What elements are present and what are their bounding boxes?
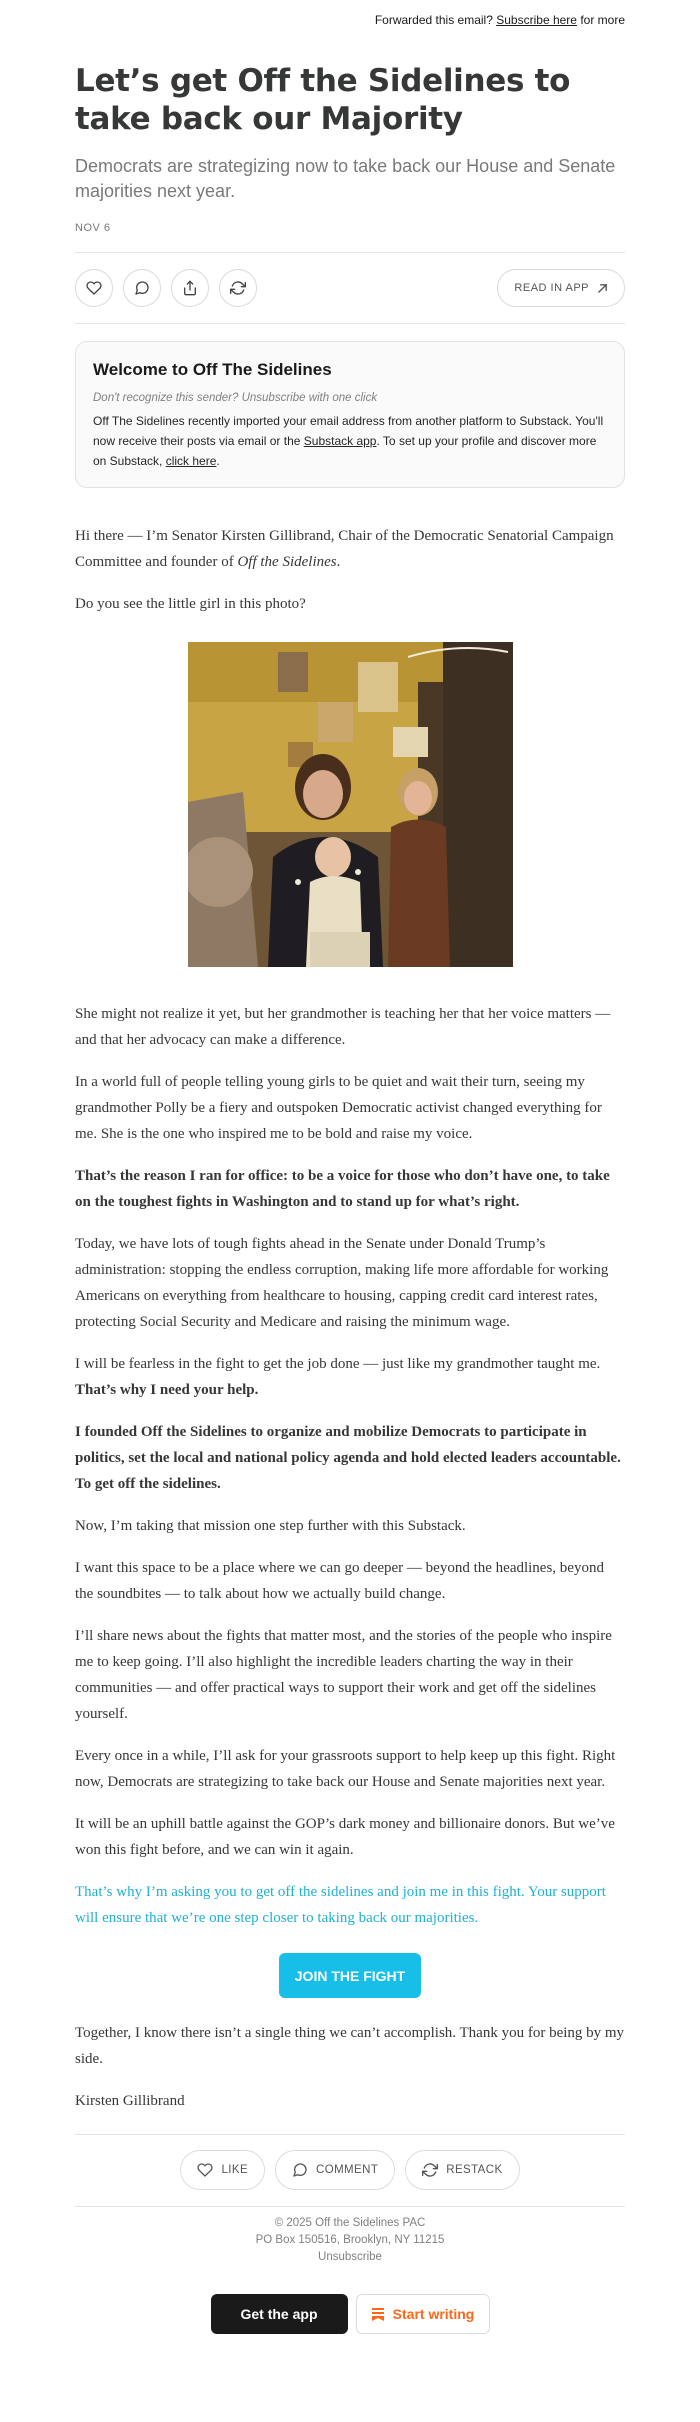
paragraph-4: Today, we have lots of tough fights ahead in the Senate under Donald Trump’s administration: stopping the endless corruption, making life more affordable for working Americans on everything from healthcare to housing, capping credit card interest rates, protecting Social Security and Medicare and raising the minimum wage. [75,1236,609,1330]
unsubscribe-link[interactable]: Unsubscribe [318,2251,382,2263]
post-date: NOV 6 [75,222,111,234]
paragraph-3 [75,1163,625,1215]
paragraph-5-plain: I will be fearless in the fight to get the job done — just like my grandmother taught me. [75,1356,601,1372]
share-icon [182,280,198,296]
photo-container [75,642,625,967]
heart-icon [86,280,102,296]
start-writing-button[interactable] [356,2294,490,2334]
welcome-card [75,341,625,488]
paragraph-7: Now, I’m taking that mission one step further with this Substack. [75,1518,466,1534]
action-bar [75,252,625,324]
post-title[interactable]: Let’s get Off the Sidelines to take back our Majority [75,63,571,137]
footer-comment-button[interactable] [275,2150,395,2190]
welcome-heading: Welcome to Off The Sidelines [93,360,332,379]
paragraph-6 [75,1419,625,1497]
forwarded-banner [75,0,625,40]
paragraph-12 [75,1879,625,1931]
footer-restack-label: RESTACK [446,2164,503,2176]
click-here-link[interactable]: click here [165,454,217,468]
footer-like-label: LIKE [221,2164,249,2176]
bottom-buttons [75,2294,625,2356]
footer-actions [75,2134,625,2207]
intro-text-2: . [336,554,341,570]
like-button[interactable] [75,269,113,307]
unsubscribe-notice[interactable]: Don't recognize this sender? Unsubscribe with one click [93,392,378,404]
signature: Kirsten Gillibrand [75,2093,185,2109]
welcome-body-text-3: . [216,454,220,468]
comment-icon [292,2162,308,2178]
substack-logo-icon [371,2307,385,2321]
welcome-body [93,411,607,471]
start-writing-label: Start writing [392,2306,475,2322]
cta-row [75,1953,625,1998]
paragraph-1: She might not realize it yet, but her grandmother is teaching her that her voice matters — and that her advocacy can make a difference. [75,1006,611,1048]
paragraph-13: Together, I know there isn’t a single thing we can’t accomplish. Thank you for being by my side. [75,2025,625,2067]
footer-like-button[interactable] [180,2150,265,2190]
paragraph-8: I want this space to be a place where we can go deeper — beyond the headlines, beyond the soundbites — to talk about how we actually build change. [75,1560,604,1602]
action-icons [75,269,257,307]
post-body [75,523,625,2114]
heart-icon [197,2162,213,2178]
share-button[interactable] [171,269,209,307]
post-subtitle: Democrats are strategizing now to take back our House and Senate majorities next year. [75,156,616,201]
paragraph-3-bold: That’s the reason I ran for office: to be a voice for those who don’t have one, to take on the toughest fights in Washington and to stand up for what’s right. [75,1168,610,1210]
arrow-up-right-icon [597,283,608,294]
restack-icon [422,2162,438,2178]
restack-button[interactable] [219,269,257,307]
family-photo[interactable] [188,642,513,967]
paragraph-5 [75,1351,625,1403]
read-in-app-button[interactable] [497,269,625,307]
intro-italic: Off the Sidelines [237,554,337,570]
join-the-fight-button[interactable]: JOIN THE FIGHT [279,1953,421,1998]
intro-paragraph [75,523,625,575]
comment-icon [134,280,150,296]
paragraph-10: Every once in a while, I’ll ask for your grassroots support to help keep up this fight. Right now, Democrats are strategizing to take back our House and Senate majorities next year. [75,1748,616,1790]
paragraph-9: I’ll share news about the fights that matter most, and the stories of the people who inspire me to keep going. I’ll also highlight the incredible leaders charting the way in their communities — and offer practical ways to support their work and get off the sidelines yourself. [75,1628,612,1722]
comment-button[interactable] [123,269,161,307]
paragraph-11: It will be an uphill battle against the GOP’s dark money and billionaire donors. But we’ve won this fight before, and we can win it again. [75,1816,615,1858]
footer-info [75,2215,625,2266]
welcome-body-text-1: Off The Sidelines recently imported your email address from another platform to Substack. You'll now receive their posts via email or the [93,414,604,448]
footer-restack-button[interactable] [405,2150,519,2190]
question-paragraph: Do you see the little girl in this photo? [75,596,306,612]
get-the-app-button[interactable]: Get the app [211,2294,348,2334]
copyright: © 2025 Off the Sidelines PAC [274,2217,426,2229]
paragraph-2: In a world full of people telling young girls to be quiet and wait their turn, seeing my grandmother Polly be a fiery and outspoken Democratic activist changed everything for me. She is the one who inspired me to be bold and raise my voice. [75,1074,602,1142]
intro-text-1: Hi there — I’m Senator Kirsten Gillibrand, Chair of the Democratic Senatorial Campaign Committee and founder of [75,528,614,570]
read-in-app-label: READ IN APP [514,282,589,294]
welcome-body-text-2: . To set up your profile and discover more on Substack, [93,434,597,468]
forwarded-prefix: Forwarded this email? [374,13,493,27]
substack-app-link[interactable]: Substack app [303,434,377,448]
paragraph-6-bold: I founded Off the Sidelines to organize and mobilize Democrats to participate in politics, set the local and national policy agenda and hold elected leaders accountable. To get off the sidelines. [75,1424,621,1492]
footer-comment-label: COMMENT [316,2164,379,2176]
paragraph-5-bold: That’s why I need your help. [75,1382,259,1398]
forwarded-suffix: for more [580,13,625,27]
subscribe-link[interactable]: Subscribe here [496,13,577,27]
restack-icon [230,280,246,296]
mailing-address: PO Box 150516, Brooklyn, NY 11215 [255,2234,445,2246]
join-fight-text-link[interactable]: That’s why I’m asking you to get off the sidelines and join me in this fight. Your support will ensure that we’re one step closer to taking back our majorities. [75,1884,606,1926]
